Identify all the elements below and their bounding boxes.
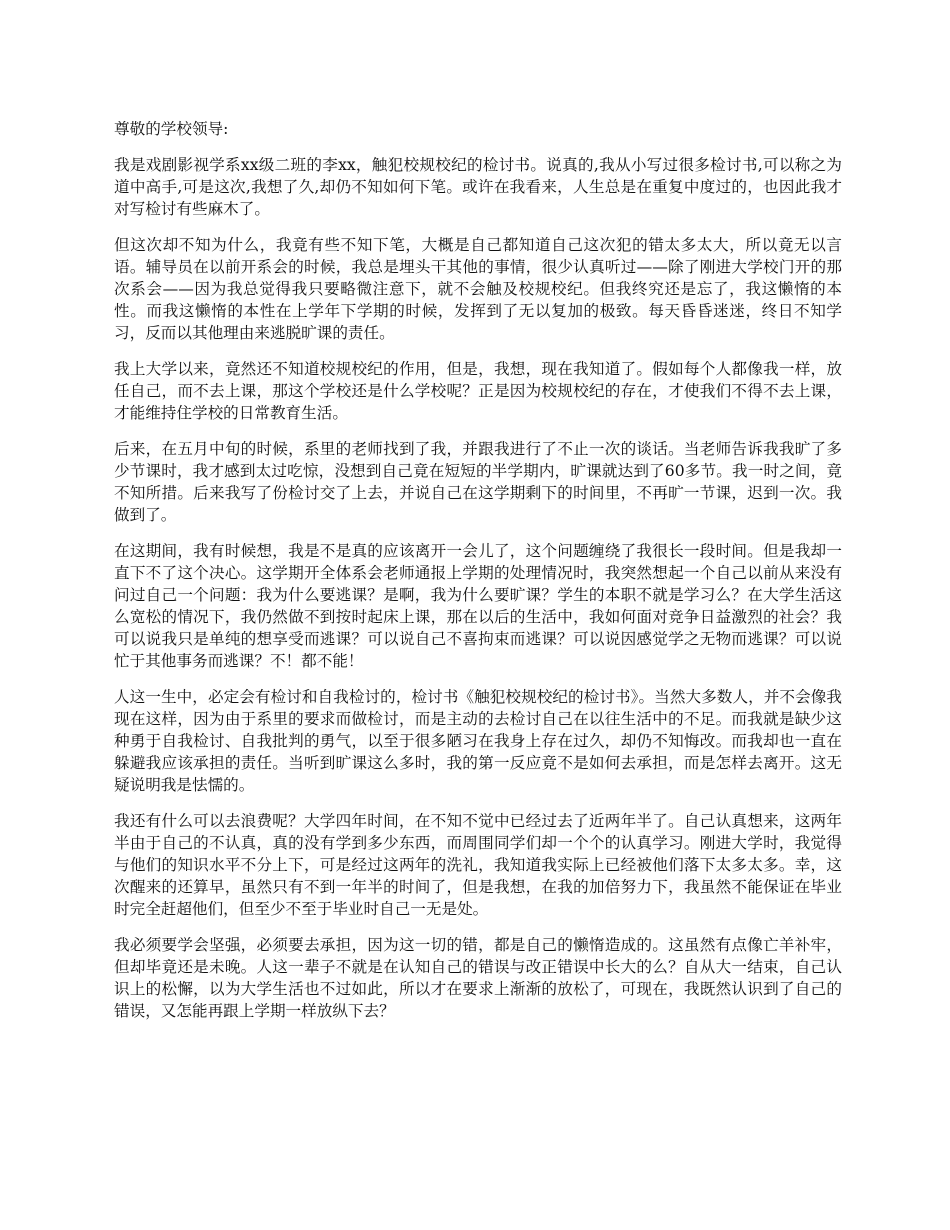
paragraph-8: 我必须要学会坚强，必须要去承担，因为这一切的错，都是自己的懒惰造成的。这虽然有点像亡羊补牢，但却毕竟还是未晚。人这一辈子不就是在认知自己的错误与改正错误中长大的么？自从大一结束，自己认识上的松懈，以为大学生活也不过如此，所以才在要求上渐渐的放松了，可现在，我既然认识到了自己的错误，又怎能再跟上学期一样放纵下去？: [114, 936, 842, 1020]
paragraph-3: 我上大学以来，竟然还不知道校规校纪的作用，但是，我想，现在我知道了。假如每个人都像我一样，放任自己，而不去上课，那这个学校还是什么学校呢？正是因为校规校纪的存在，才使我们不得不去上课，才能维持住学校的日常教育生活。: [114, 360, 842, 422]
paragraph-5: 在这期间，我有时候想，我是不是真的应该离开一会儿了，这个问题缠绕了我很长一段时间。但是我却一直下不了这个决心。这学期开全体系会老师通报上学期的处理情况时，我突然想起一个自己以前从来没有问过自己一个问题：我为什么要逃课？是啊，我为什么要旷课？学生的本职不就是学习么？在大学生活这么宽松的情况下，我仍然做不到按时起床上课，那在以后的生活中，我如何面对竞争日益激烈的社会？我可以说我只是单纯的想享受而逃课？可以说自己不喜拘束而逃课？可以说因感觉学之无物而逃课？可以说忙于其他事务而逃课？不！都不能！: [114, 542, 842, 670]
salutation: 尊敬的学校领导:: [114, 120, 229, 138]
paragraph-2: 但这次却不知为什么，我竟有些不知下笔，大概是自己都知道自己这次犯的错太多太大，所以竟无以言语。辅导员在以前开系会的时候，我总是埋头干其他的事情，很少认真听过——除了刚进大学校门开的那次系会——因为我总觉得我只要略微注意下，就不会触及校规校纪。但我终究还是忘了，我这懒惰的本性。而我这懒惰的本性在上学年下学期的时候，发挥到了无以复加的极致。每天昏昏迷迷，终日不知学习，反而以其他理由来逃脱旷课的责任。: [114, 236, 842, 342]
paragraph-6: 人这一生中，必定会有检讨和自我检讨的，检讨书《触犯校规校纪的检讨书》。当然大多数人，并不会像我现在这样，因为由于系里的要求而做检讨，而是主动的去检讨自己在以往生活中的不足。而我就是缺少这种勇于自我检讨、自我批判的勇气，以至于很多陋习在我身上存在过久，却仍不知悔改。而我却也一直在躲避我应该承担的责任。当听到旷课这么多时，我的第一反应竟不是如何去承担，而是怎样去离开。这无疑说明我是怯懦的。: [114, 688, 842, 794]
paragraph-7: 我还有什么可以去浪费呢？大学四年时间，在不知不觉中已经过去了近两年半了。自己认真想来，这两年半由于自己的不认真，真的没有学到多少东西，而周围同学们却一个个的认真学习。刚进大学时，我觉得与他们的知识水平不分上下，可是经过这两年的洗礼，我知道我实际上已经被他们落下太多太多。幸，这次醒来的还算早，虽然只有不到一年半的时间了，但是我想，在我的加倍努力下，我虽然不能保证在毕业时完全赶超他们，但至少不至于毕业时自己一无是处。: [114, 812, 842, 918]
document-page: [114, 118, 842, 1036]
paragraph-4: 后来，在五月中旬的时候，系里的老师找到了我，并跟我进行了不止一次的谈话。当老师告诉我我旷了多少节课时，我才感到太过吃惊，没想到自己竟在短短的半学期内，旷课就达到了60多节。我一时之间，竟不知所措。后来我写了份检讨交了上去，并说自己在这学期剩下的时间里，不再旷一节课，迟到一次。我做到了。: [114, 440, 842, 524]
paragraph-1: 我是戏剧影视学系xx级二班的李xx，触犯校规校纪的检讨书。说真的,我从小写过很多检讨书,可以称之为道中高手,可是这次,我想了久,却仍不知如何下笔。或许在我看来，人生总是在重复中度过的，也因此我才对写检讨有些麻木了。: [114, 156, 842, 218]
